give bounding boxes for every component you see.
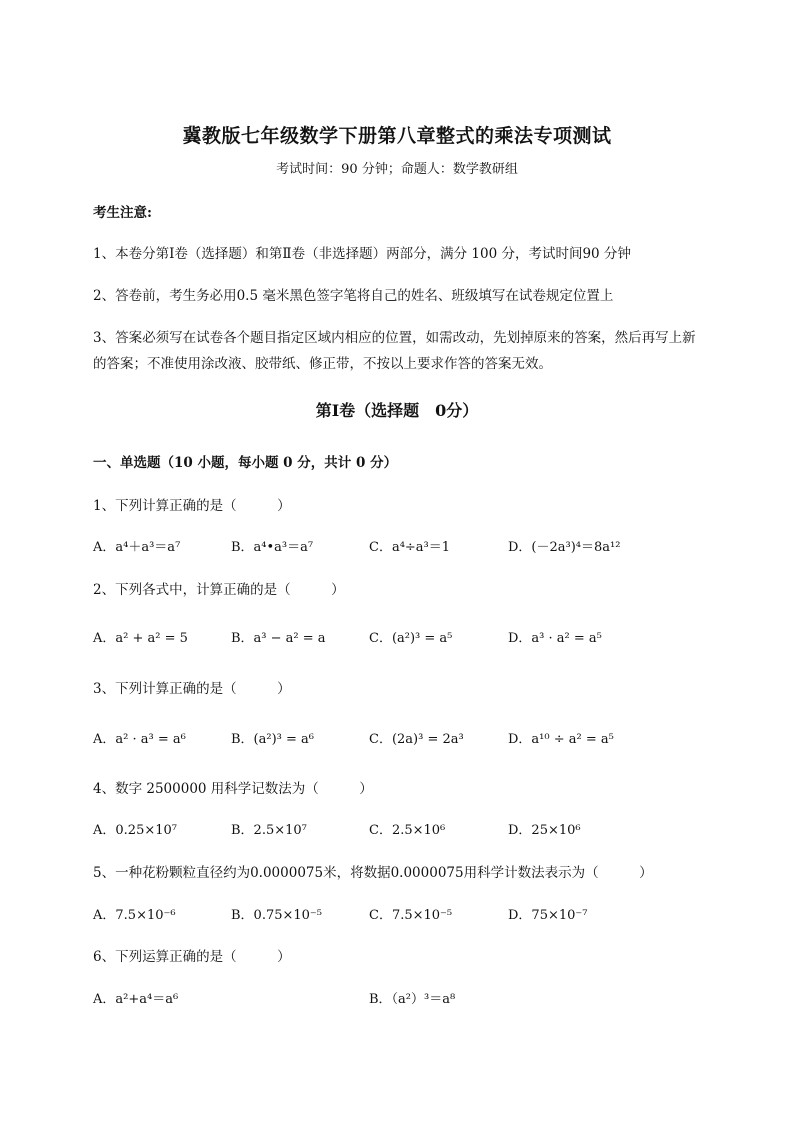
question-3-option-a[interactable]: A．a² · a³ = a⁶ (93, 732, 186, 747)
question-1-option-c[interactable]: C．a⁴÷a³＝1 (369, 540, 451, 555)
note-item-3-line-2: 的答案；不准使用涂改液、胶带纸、修正带，不按以上要求作答的答案无效。 (93, 356, 552, 372)
question-2-option-d[interactable]: D．a³ · a² = a⁵ (508, 631, 602, 646)
exam-subtitle: 考试时间：90 分钟；命题人：数学教研组 (276, 162, 518, 177)
question-5-option-a[interactable]: A．7.5×10⁻⁶ (93, 908, 176, 923)
exam-title: 冀教版七年级数学下册第八章整式的乘法专项测试 (182, 125, 612, 147)
question-5-option-d[interactable]: D．75×10⁻⁷ (508, 908, 588, 923)
question-5-option-c[interactable]: C．7.5×10⁻⁵ (369, 908, 453, 923)
note-item-2: 2、答卷前，考生务必用0.5 毫米黑色签字笔将自己的姓名、班级填写在试卷规定位置上 (93, 288, 614, 304)
question-4-stem: 4、数字 2500000 用科学记数法为（ ） (93, 781, 373, 797)
question-5-stem: 5、一种花粉颗粒直径约为0.0000075米，将数据0.0000075用科学计数法表示为（ ） (93, 865, 653, 881)
question-1-stem: 1、下列计算正确的是（ ） (93, 498, 291, 514)
question-3-option-b[interactable]: B．(a²)³ = a⁶ (231, 732, 314, 747)
section-title: 第Ⅰ卷（选择题 0分） (315, 401, 479, 420)
question-4-option-b[interactable]: B．2.5×10⁷ (231, 823, 307, 838)
question-3-option-d[interactable]: D．a¹⁰ ÷ a² = a⁵ (508, 732, 614, 747)
part-heading: 一、单选题（10 小题，每小题 0 分，共计 0 分） (93, 455, 398, 471)
question-4-option-c[interactable]: C．2.5×10⁶ (369, 823, 446, 838)
note-item-3-line-1: 3、答案必须写在试卷各个题目指定区域内相应的位置，如需改动，先划掉原来的答案，然后再写上新 (93, 330, 696, 346)
question-3-stem: 3、下列计算正确的是（ ） (93, 681, 291, 697)
note-item-1: 1、本卷分第Ⅰ卷（选择题）和第Ⅱ卷（非选择题）两部分，满分 100 分，考试时间90 分钟 (93, 246, 631, 262)
question-6-stem: 6、下列运算正确的是（ ） (93, 949, 291, 965)
question-1-option-a[interactable]: A．a⁴＋a³＝a⁷ (93, 540, 181, 555)
notes-heading: 考生注意: (93, 205, 152, 221)
question-5-option-b[interactable]: B．0.75×10⁻⁵ (231, 908, 323, 923)
question-2-stem: 2、下列各式中，计算正确的是（ ） (93, 582, 345, 598)
question-3-option-c[interactable]: C．(2a)³ = 2a³ (369, 732, 464, 747)
question-6-option-a[interactable]: A．a²+a⁴＝a⁶ (93, 992, 179, 1007)
question-4-option-d[interactable]: D．25×10⁶ (508, 823, 581, 838)
question-1-option-b[interactable]: B．a⁴•a³＝a⁷ (231, 540, 314, 555)
question-2-option-b[interactable]: B．a³ − a² = a (231, 631, 326, 646)
question-2-option-a[interactable]: A．a² + a² = 5 (93, 631, 188, 646)
question-4-option-a[interactable]: A．0.25×10⁷ (93, 823, 177, 838)
question-2-option-c[interactable]: C．(a²)³ = a⁵ (369, 631, 453, 646)
question-6-option-b[interactable]: B．（a²）³＝a⁸ (369, 992, 456, 1007)
question-1-option-d[interactable]: D．(－2a³)⁴＝8a¹² (508, 540, 621, 555)
